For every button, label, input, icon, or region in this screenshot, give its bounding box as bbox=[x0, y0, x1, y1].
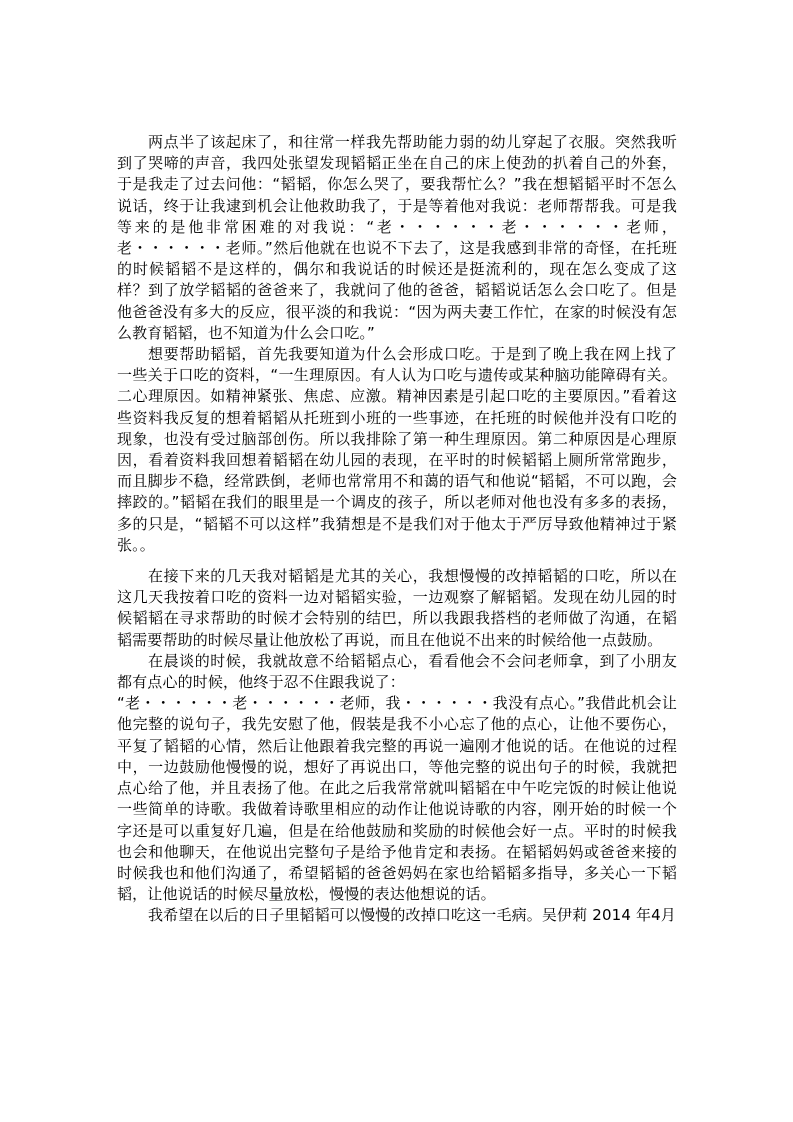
paragraph-4: 在晨谈的时候，我就故意不给韬韬点心，看看他会不会问老师拿，到了小朋友都有点心的时候，他终于忍不住跟我说了： bbox=[117, 651, 677, 692]
document-body bbox=[117, 132, 677, 927]
paragraph-1: 两点半了该起床了，和往常一样我先帮助能力弱的幼儿穿起了衣服。突然我听到了哭啼的声音，我四处张望发现韬韬正坐在自己的床上使劲的扒着自己的外套，于是我走了过去问他：“韬韬，你怎么哭了，要我帮忙么？”我在想韬韬平时不怎么说话，终于让我逮到机会让他救助我了，于是等着他对我说：老师帮帮我。可是我等来的是他非常困难的对我说：“老・・・・・・老・・・・・・老师，老・・・・・・老师。”然后他就在也说不下去了，这是我感到非常的奇怪，在托班的时候韬韬不是这样的，偶尔和我说话的时候还是挺流利的，现在怎么变成了这样？到了放学韬韬的爸爸来了，我就问了他的爸爸，韬韬说话怎么会口吃了。但是他爸爸没有多大的反应，很平淡的和我说：“因为两夫妻工作忙，在家的时候没有怎么教育韬韬，也不知道为什么会口吃。” bbox=[117, 133, 677, 342]
paragraph-6-signature: 我希望在以后的日子里韬韬可以慢慢的改掉口吃这一毛病。吴伊莉 2014 年4月 bbox=[148, 906, 676, 925]
paragraph-3: 在接下来的几天我对韬韬是尤其的关心，我想慢慢的改掉韬韬的口吃，所以在这几天我按着口吃的资料一边对韬韬实验，一边观察了解韬韬。发现在幼儿园的时候韬韬在寻求帮助的时候才会特别的结巴，所以我跟我搭档的老师做了沟通，在韬韬需要帮助的时候尽量让他放松了再说，而且在他说不出来的时候给他一点鼓励。 bbox=[117, 567, 677, 649]
paragraph-5: “老・・・・・・老・・・・・・老师，我・・・・・・我没有点心。”我借此机会让他完整的说句子，我先安慰了他，假装是我不小心忘了他的点心，让他不要伤心，平复了韬韬的心情，然后让他跟着我完整的再说一遍刚才他说的话。在他说的过程中，一边鼓励他慢慢的说，想好了再说出口，等他完整的说出句子的时候，我就把点心给了他，并且表扬了他。在此之后我常常就叫韬韬在中午吃完饭的时候让他说一些简单的诗歌。我做着诗歌里相应的动作让他说诗歌的内容，刚开始的时候一个字还是可以重复好几遍，但是在给他鼓励和奖励的时候他会好一点。平时的时候我也会和他聊天，在他说出完整句子是给予他肯定和表扬。在韬韬妈妈或爸爸来接的时候我也和他们沟通了，希望韬韬的爸爸妈妈在家也给韬韬多指导，多关心一下韬韬，让他说话的时候尽量放松，慢慢的表达他想说的话。 bbox=[117, 694, 677, 904]
paragraph-2: 想要帮助韬韬，首先我要知道为什么会形成口吃。于是到了晚上我在网上找了一些关于口吃的资料，“一生理原因。有人认为口吃与遗传或某种脑功能障碍有关。二心理原因。如精神紧张、焦虑、应激。精神因素是引起口吃的主要原因。”看着这些资料我反复的想着韬韬从托班到小班的一些事迹，在托班的时候他并没有口吃的现象，也没有受过脑部创伤。所以我排除了第一种生理原因。第二种原因是心理原因，看着资料我回想着韬韬在幼儿园的表现，在平时的时候韬韬上厕所常常跑步，而且脚步不稳，经常跌倒，老师也常常用不和蔼的语气和他说“韬韬，不可以跑，会摔跤的。”韬韬在我们的眼里是一个调皮的孩子，所以老师对他也没有多多的表扬，多的只是，“韬韬不可以这样”我猜想是不是我们对于他太于严厉导致他精神过于紧张。。 bbox=[117, 345, 677, 554]
